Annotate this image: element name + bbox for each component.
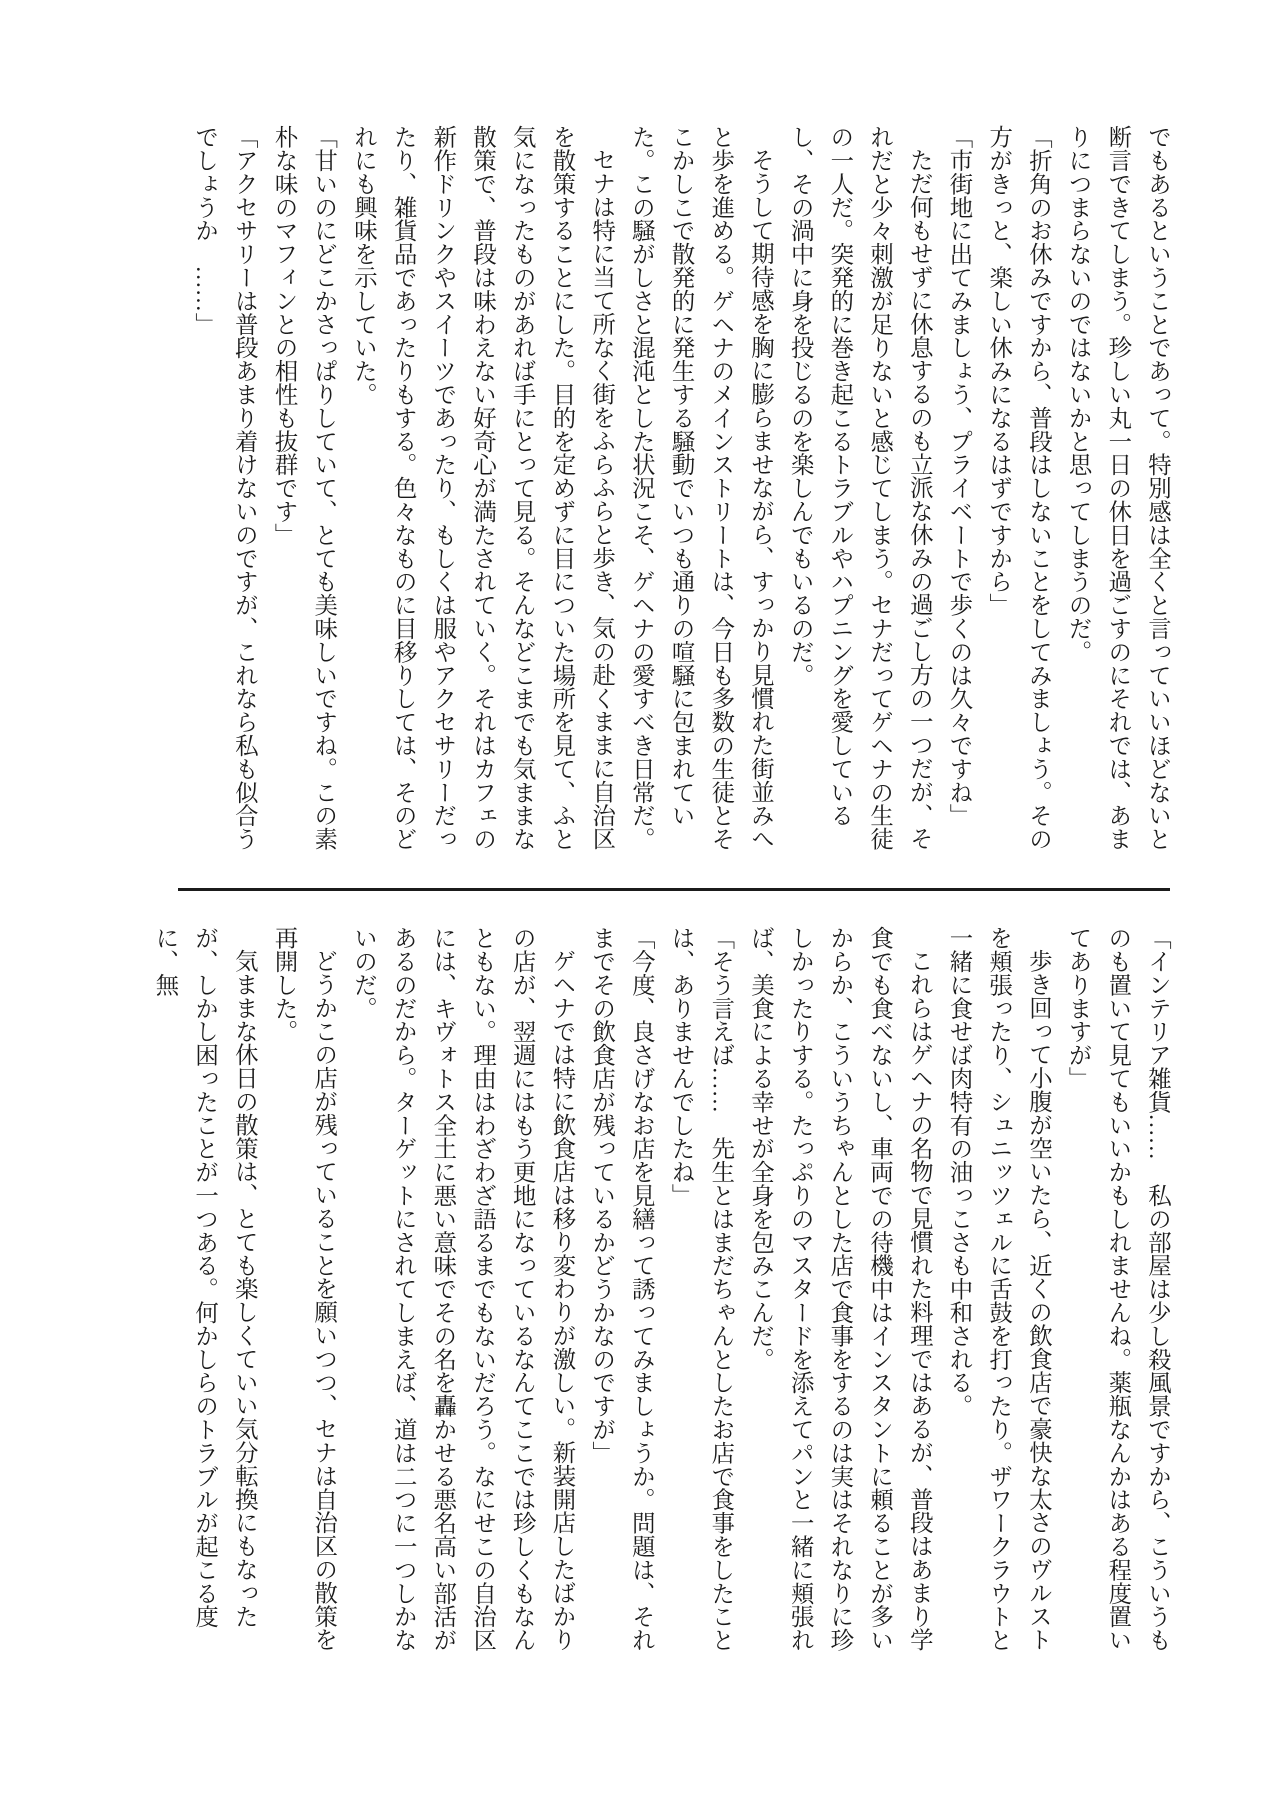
paragraph: ただ何もせずに休息するのも立派な休みの過ごし方の一つだが、それだと少々刺激が足りないと感じてしまう。セナだってゲヘナの生徒の一人だ。突発的に巻き起こるトラブルやハプニングを愛しているし、その渦中に身を投じるのを楽しんでもいるのだ。 xyxy=(786,125,932,851)
paragraph: これらはゲヘナの名物で見慣れた料理ではあるが、普段はあまり学食でも食べないし、車両での待機中はインスタントに頼ることが多いからか、こういうちゃんとした店で食事をするのは実はそれなりに珍しかったりする。たっぷりのマスタードを添えてパンと一緒に頬張れば、美食による幸せが全身を包みこんだ。 xyxy=(746,926,932,1652)
paragraph: でもあるということであって。特別感は全くと言っていいほどないと断言できてしまう。珍しい丸一日の休日を過ごすのにそれでは、あまりにつまらないのではないかと思ってしまうのだ。 xyxy=(1064,125,1170,851)
paragraph: 「インテリア雑貨…… 私の部屋は少し殺風景ですから、こういうものも置いて見てもいいかもしれませんね。薬瓶なんかはある程度置いてありますが」 xyxy=(1064,926,1170,1652)
paragraph: 「折角のお休みですから、普段はしないことをしてみましょう。その方がきっと、楽しい休みになるはずですから」 xyxy=(985,125,1051,851)
paragraph: 「そう言えば…… 先生とはまだちゃんとしたお店で食事をしたことは、ありませんでしたね」 xyxy=(667,926,734,1652)
bottom-text-block xyxy=(151,926,1176,1662)
paragraph: 「今度、良さげなお店を見繕って誘ってみましょうか。問題は、それまでその飲食店が残っているかどうかなのですが」 xyxy=(588,926,654,1652)
paragraph: 歩き回って小腹が空いたら、近くの飲食店で豪快な太さのヴルストを頬張ったり、シュニッツェルに舌鼓を打ったり。ザワークラウトと一緒に食せば肉特有の油っこさも中和される。 xyxy=(945,926,1051,1652)
top-text-block xyxy=(184,125,1176,861)
paragraph: 「アクセサリーは普段あまり着けないのですが、これなら私も似合うでしょうか ……」 xyxy=(191,125,257,851)
section-divider-line xyxy=(178,888,1170,891)
paragraph: どうかこの店が残っていることを願いつつ、セナは自治区の散策を再開した。 xyxy=(270,926,337,1652)
paragraph: セナは特に当て所なく街をふらふらと歩き、気の赴くままに自治区を散策することにした。目的を定めずに目についた場所を見て、ふと気になったものがあれば手にとって見る。そんなどこまでも気ままな散策で、普段は味わえない好奇心が満たされていく。それはカフェの新作ドリンクやスイーツであったり、もしくは服やアクセサリーだったり、雑貨品であったりもする。色々なものに目移りしては、そのどれにも興味を示していた。 xyxy=(349,125,615,851)
paragraph: 「市街地に出てみましょう、プライベートで歩くのは久々ですね」 xyxy=(945,125,972,827)
paragraph: そうして期待感を胸に膨らませながら、すっかり見慣れた街並みへと歩を進める。ゲヘナのメインストリートは、今日も多数の生徒とそこかしこで散発的に発生する騒動でいつも通りの喧騒に包まれていた。この騒がしさと混沌とした状況こそ、ゲヘナの愛すべき日常だ。 xyxy=(627,125,773,851)
paragraph: 「甘いのにどこかさっぱりしていて、とても美味しいですね。この素朴な味のマフィンとの相性も抜群です」 xyxy=(270,125,337,851)
paragraph: ゲヘナでは特に飲食店は移り変わりが激しい。新装開店したばかりの店が、翌週にはもう更地になっているなんてここでは珍しくもなんともない。理由はわざわざ語るまでもないだろう。なにせこの自治区には、キヴォトス全土に悪い意味でその名を轟かせる悪名高い部活があるのだから。ターゲットにされてしまえば、道は二つに一つしかないのだ。 xyxy=(349,926,575,1652)
paragraph: 気ままな休日の散策は、とても楽しくていい気分転換にもなったが、しかし困ったことが一つある。何かしらのトラブルが起こる度に、無 xyxy=(151,926,257,1628)
